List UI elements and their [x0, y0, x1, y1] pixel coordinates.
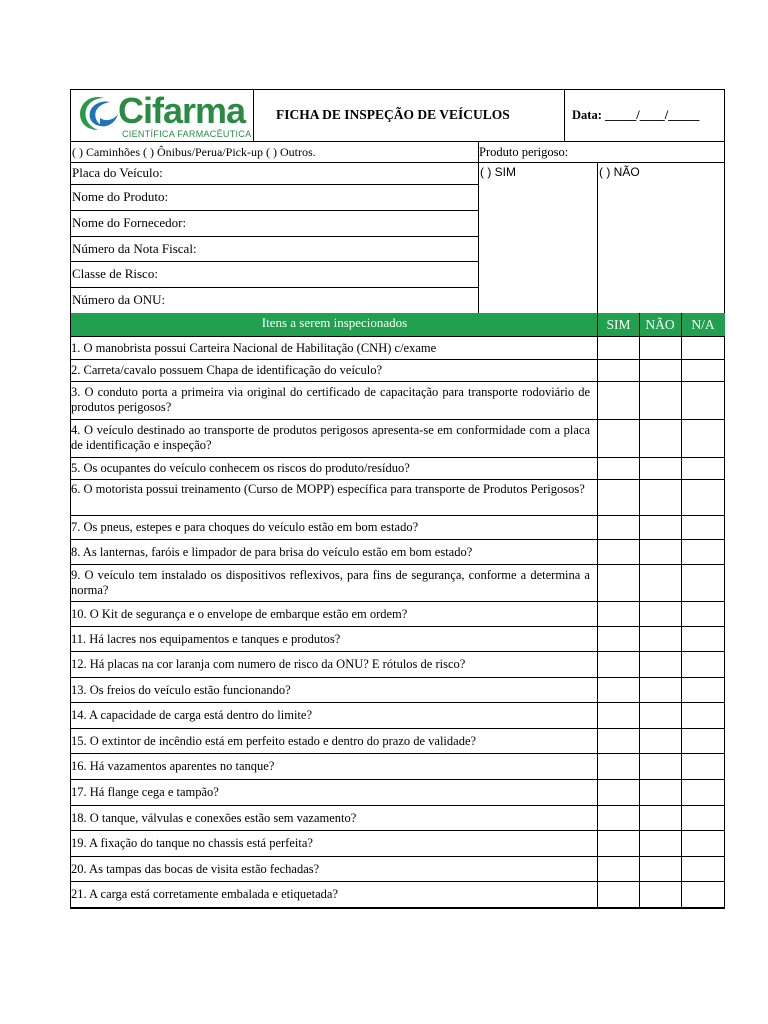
item-18-na-checkbox[interactable]: [682, 806, 725, 830]
field-label[interactable]: Nome do Produto:: [72, 189, 169, 204]
item-14-nao-checkbox[interactable]: [640, 703, 681, 728]
item-9-sim-checkbox[interactable]: [598, 565, 639, 601]
item-6-nao-checkbox[interactable]: [640, 480, 681, 515]
inspection-item: 21. A carga está corretamente embalada e etiquetada?: [71, 887, 338, 901]
sim-header: SIM: [606, 317, 631, 332]
item-20-na-checkbox[interactable]: [682, 857, 725, 881]
item-18-nao-checkbox[interactable]: [640, 806, 681, 830]
item-9-na-checkbox[interactable]: [682, 565, 725, 601]
date-field[interactable]: Data: _____/____/_____: [572, 108, 700, 122]
inspection-item: 9. O veículo tem instalado os dispositivos reflexivos, para fins de segurança, conforme a determina a norma?: [71, 568, 590, 597]
vehicle-type-options[interactable]: ( ) Caminhões ( ) Ônibus/Perua/Pick-up ( ) Outros.: [72, 145, 316, 159]
item-7-na-checkbox[interactable]: [682, 516, 725, 539]
item-8-na-checkbox[interactable]: [682, 540, 725, 564]
inspection-item: 6. O motorista possui treinamento (Curso de MOPP) específica para transporte de Produtos Perigosos?: [71, 482, 585, 496]
dangerous-yes-option[interactable]: ( ) SIM: [480, 165, 516, 179]
item-16-sim-checkbox[interactable]: [598, 754, 639, 779]
field-label[interactable]: Número da Nota Fiscal:: [72, 241, 197, 256]
form-title: FICHA DE INSPEÇÃO DE VEÍCULOS: [276, 107, 510, 122]
inspection-item: 11. Há lacres nos equipamentos e tanques e produtos?: [71, 632, 341, 646]
item-4-sim-checkbox[interactable]: [598, 420, 639, 457]
items-header: Itens a serem inspecionados: [261, 315, 408, 330]
item-11-na-checkbox[interactable]: [682, 627, 725, 651]
item-19-sim-checkbox[interactable]: [598, 831, 639, 856]
item-10-nao-checkbox[interactable]: [640, 602, 681, 626]
item-15-sim-checkbox[interactable]: [598, 729, 639, 753]
item-1-na-checkbox[interactable]: [682, 337, 725, 359]
inspection-item: 8. As lanternas, faróis e limpador de para brisa do veículo estão em bom estado?: [71, 545, 473, 559]
item-8-nao-checkbox[interactable]: [640, 540, 681, 564]
item-7-sim-checkbox[interactable]: [598, 516, 639, 539]
inspection-item: 18. O tanque, válvulas e conexões estão sem vazamento?: [71, 811, 357, 825]
item-5-na-checkbox[interactable]: [682, 458, 725, 479]
item-6-na-checkbox[interactable]: [682, 480, 725, 515]
brand-name: Cifarma: [118, 90, 246, 131]
field-label[interactable]: Classe de Risco:: [72, 266, 158, 281]
item-1-nao-checkbox[interactable]: [640, 337, 681, 359]
cifarma-logo-icon: [74, 92, 122, 134]
item-18-sim-checkbox[interactable]: [598, 806, 639, 830]
inspection-item: 14. A capacidade de carga está dentro do limite?: [71, 708, 312, 722]
item-9-nao-checkbox[interactable]: [640, 565, 681, 601]
item-21-nao-checkbox[interactable]: [640, 882, 681, 907]
item-2-nao-checkbox[interactable]: [640, 360, 681, 381]
item-3-sim-checkbox[interactable]: [598, 382, 639, 419]
item-12-sim-checkbox[interactable]: [598, 652, 639, 677]
item-16-nao-checkbox[interactable]: [640, 754, 681, 779]
field-label[interactable]: Placa do Veículo:: [72, 165, 163, 180]
item-5-nao-checkbox[interactable]: [640, 458, 681, 479]
dangerous-product-label: Produto perigoso:: [479, 145, 569, 159]
item-19-na-checkbox[interactable]: [682, 831, 725, 856]
item-4-nao-checkbox[interactable]: [640, 420, 681, 457]
inspection-item: 12. Há placas na cor laranja com numero de risco da ONU? E rótulos de risco?: [71, 657, 466, 671]
item-13-sim-checkbox[interactable]: [598, 678, 639, 702]
inspection-item: 13. Os freios do veículo estão funcionando?: [71, 683, 291, 697]
item-2-na-checkbox[interactable]: [682, 360, 725, 381]
inspection-item: 4. O veículo destinado ao transporte de produtos perigosos apresenta-se em conformidade com a placa de identificação e inspeção?: [71, 423, 590, 452]
item-11-nao-checkbox[interactable]: [640, 627, 681, 651]
item-11-sim-checkbox[interactable]: [598, 627, 639, 651]
item-21-na-checkbox[interactable]: [682, 882, 725, 907]
item-10-na-checkbox[interactable]: [682, 602, 725, 626]
field-label[interactable]: Nome do Fornecedor:: [72, 215, 187, 230]
item-13-nao-checkbox[interactable]: [640, 678, 681, 702]
inspection-item: 15. O extintor de incêndio está em perfeito estado e dentro do prazo de validade?: [71, 734, 477, 748]
item-15-na-checkbox[interactable]: [682, 729, 725, 753]
item-2-sim-checkbox[interactable]: [598, 360, 639, 381]
item-8-sim-checkbox[interactable]: [598, 540, 639, 564]
nao-header: NÃO: [645, 317, 675, 332]
item-10-sim-checkbox[interactable]: [598, 602, 639, 626]
inspection-item: 3. O conduto porta a primeira via original do certificado de capacitação para transporte rodoviário de produtos perigosos?: [71, 385, 590, 414]
item-14-sim-checkbox[interactable]: [598, 703, 639, 728]
item-15-nao-checkbox[interactable]: [640, 729, 681, 753]
item-17-na-checkbox[interactable]: [682, 780, 725, 805]
item-16-na-checkbox[interactable]: [682, 754, 725, 779]
na-header: N/A: [691, 317, 715, 332]
item-1-sim-checkbox[interactable]: [598, 337, 639, 359]
item-4-na-checkbox[interactable]: [682, 420, 725, 457]
item-21-sim-checkbox[interactable]: [598, 882, 639, 907]
field-label[interactable]: Número da ONU:: [72, 292, 166, 307]
item-14-na-checkbox[interactable]: [682, 703, 725, 728]
item-17-sim-checkbox[interactable]: [598, 780, 639, 805]
item-5-sim-checkbox[interactable]: [598, 458, 639, 479]
inspection-item: 1. O manobrista possui Carteira Nacional de Habilitação (CNH) c/exame: [71, 341, 437, 355]
inspection-item: 10. O Kit de segurança e o envelope de embarque estão em ordem?: [71, 607, 408, 621]
item-12-nao-checkbox[interactable]: [640, 652, 681, 677]
inspection-item: 20. As tampas das bocas de visita estão fechadas?: [71, 862, 320, 876]
header-divider: [253, 90, 254, 141]
item-13-na-checkbox[interactable]: [682, 678, 725, 702]
inspection-item: 7. Os pneus, estepes e para choques do veículo estão em bom estado?: [71, 520, 419, 534]
brand-subtitle: CIENTÍFICA FARMACÊUTICA: [122, 129, 252, 139]
item-20-nao-checkbox[interactable]: [640, 857, 681, 881]
item-3-nao-checkbox[interactable]: [640, 382, 681, 419]
inspection-item: 17. Há flange cega e tampão?: [71, 785, 219, 799]
item-7-nao-checkbox[interactable]: [640, 516, 681, 539]
dangerous-no-option[interactable]: ( ) NÃO: [599, 165, 640, 179]
item-12-na-checkbox[interactable]: [682, 652, 725, 677]
inspection-item: 5. Os ocupantes do veículo conhecem os riscos do produto/resíduo?: [71, 461, 410, 475]
inspection-item: 16. Há vazamentos aparentes no tanque?: [71, 759, 275, 773]
item-20-sim-checkbox[interactable]: [598, 857, 639, 881]
item-3-na-checkbox[interactable]: [682, 382, 725, 419]
inspection-item: 19. A fixação do tanque no chassis está perfeita?: [71, 836, 313, 850]
item-19-nao-checkbox[interactable]: [640, 831, 681, 856]
header-divider: [564, 90, 565, 141]
item-6-sim-checkbox[interactable]: [598, 480, 639, 515]
item-17-nao-checkbox[interactable]: [640, 780, 681, 805]
inspection-item: 2. Carreta/cavalo possuem Chapa de identificação do veículo?: [71, 363, 382, 377]
